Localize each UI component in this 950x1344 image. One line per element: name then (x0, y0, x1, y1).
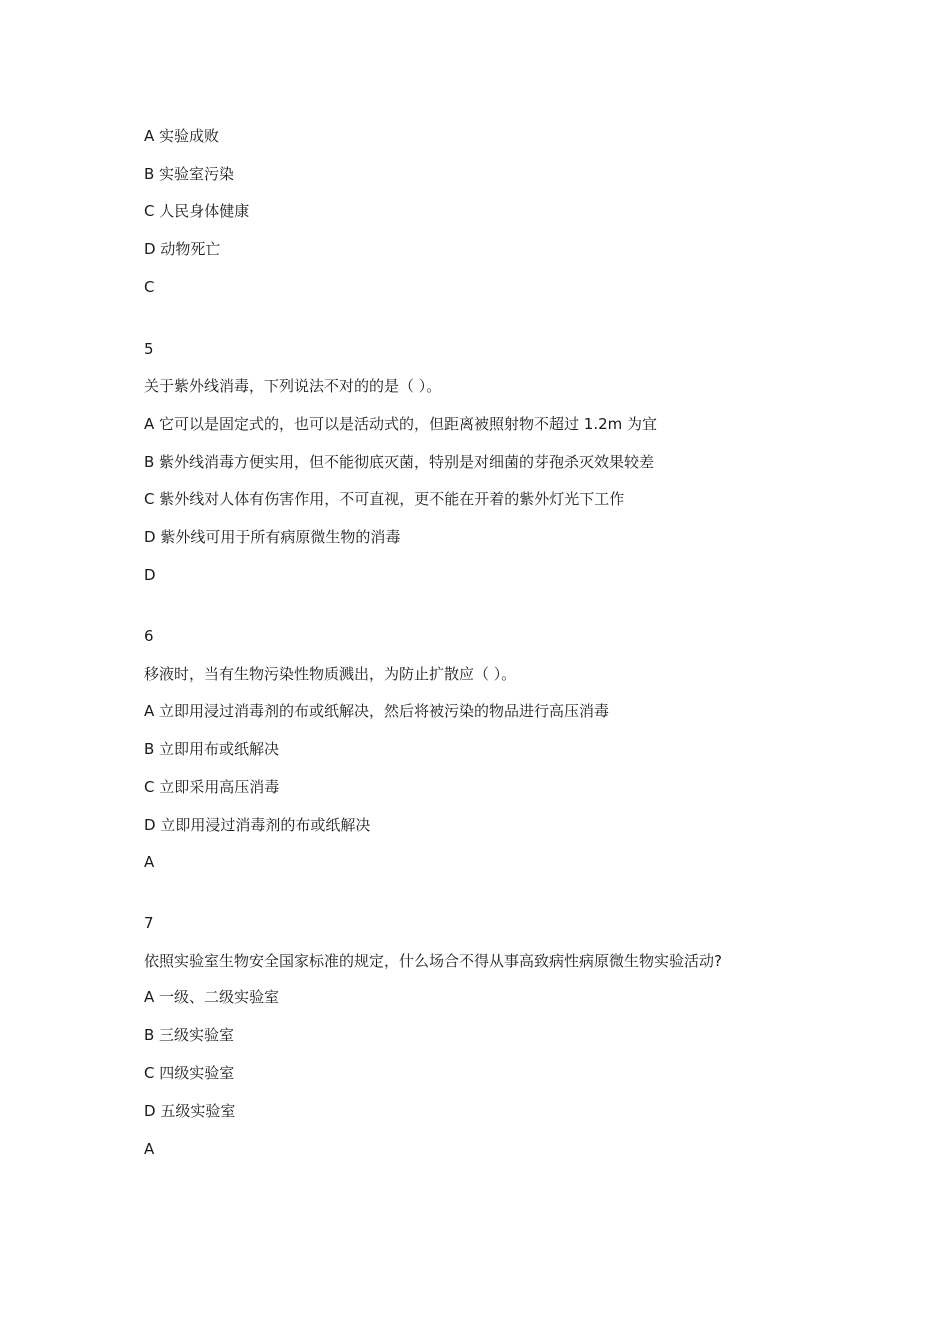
question-text: 移液时，当有生物污染性物质溅出，为防止扩散应（ ）。 (144, 665, 517, 683)
option-c: C 人民身体健康 (144, 202, 250, 220)
answer: A (144, 853, 155, 871)
answer: D (144, 566, 156, 584)
option-b: B 紫外线消毒方便实用，但不能彻底灭菌，特别是对细菌的芽孢杀灭效果较差 (144, 453, 655, 471)
option-a: A 实验成败 (144, 127, 220, 145)
option-c: C 四级实验室 (144, 1064, 235, 1082)
option-a: A 它可以是固定式的，也可以是活动式的，但距离被照射物不超过 1.2m 为宜 (144, 415, 658, 433)
option-b: B 三级实验室 (144, 1026, 235, 1044)
option-d: D 动物死亡 (144, 240, 221, 258)
question-number: 7 (144, 914, 154, 932)
question-number: 6 (144, 627, 154, 645)
option-b: B 立即用布或纸解决 (144, 740, 280, 758)
option-d: D 紫外线可用于所有病原微生物的消毒 (144, 528, 401, 546)
question-text: 依照实验室生物安全国家标准的规定，什么场合不得从事高致病性病原微生物实验活动? (144, 952, 722, 970)
answer: C (144, 278, 155, 296)
option-c: C 立即采用高压消毒 (144, 778, 280, 796)
option-a: A 一级、二级实验室 (144, 988, 280, 1006)
option-c: C 紫外线对人体有伤害作用，不可直视，更不能在开着的紫外灯光下工作 (144, 490, 625, 508)
question-text: 关于紫外线消毒，下列说法不对的的是（ ）。 (144, 377, 442, 395)
option-d: D 立即用浸过消毒剂的布或纸解决 (144, 816, 371, 834)
question-number: 5 (144, 340, 154, 358)
option-d: D 五级实验室 (144, 1102, 236, 1120)
option-b: B 实验室污染 (144, 165, 235, 183)
answer: A (144, 1140, 155, 1158)
option-a: A 立即用浸过消毒剂的布或纸解决，然后将被污染的物品进行高压消毒 (144, 702, 610, 720)
